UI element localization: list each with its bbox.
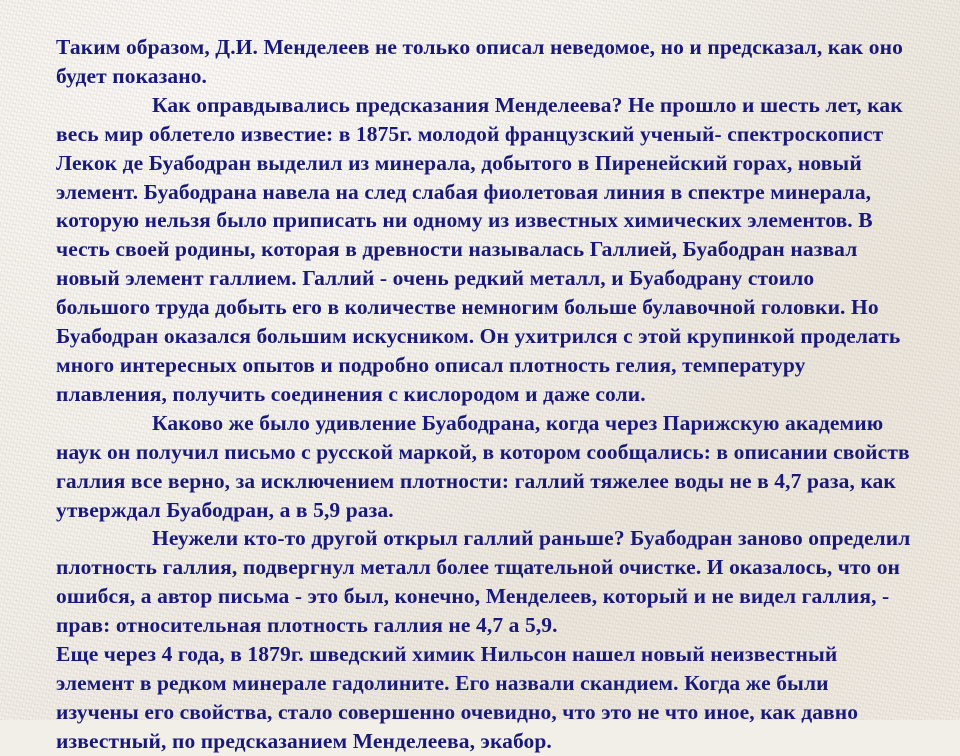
paragraph-4: Неужели кто-то другой открыл галлий раньше? Буабодран заново определил плотность галлия, подвергнул металл более тщательной очистке. И оказалось, что он ошибся, а автор письма - это был, конечно, Менделеев, который и не видел галлия, - прав: относительная плотность галлия не 4,7 а 5,9.: [56, 526, 911, 638]
paragraph-3: Каково же было удивление Буабодрана, когда через Парижскую академию наук он получил письмо с русской маркой, в котором сообщались: в описании свойств галлия все верно, за исключением плотности: галлий тяжелее воды не в 4,7 раза, как утверждал Буабодран, а в 5,9 раза.: [56, 410, 910, 522]
paragraph-2: Как оправдывались предсказания Менделеева? Не прошло и шесть лет, как весь мир облетело известие: в 1875г. молодой французский ученый- спектроскопист Лекок де Буабодран выделил из минерала, добытого в Пиренейский горах, новый элемент. Буабодрана навела на след слабая фиолетовая линия в спектре минерала, которую нельзя было приписать ни одному из известных химических элементов. В честь своей родины, которая в древности называлась Галлией, Буабодран назвал новый элемент галлием. Галлий - очень редкий металл, и Буабодрану стоило большого труда добыть его в количестве немногим больше булавочной головки. Но Буабодран оказался большим искусником. Он ухитрился с этой крупинкой проделать много интересных опытов и подробно описал плотность гелия, температуру плавления, получить соединения с кислородом и даже соли.: [56, 92, 903, 406]
paragraph-5: Еще через 4 года, в 1879г. шведский химик Нильсон нашел новый неизвестный элемент в редком минерале гадолините. Его назвали скандием. Когда же были изучены его свойства, стало совершенно очевидно, что это не что иное, как давно известный, по предсказанием Менделеева, экабор.: [56, 642, 859, 753]
slide-text-block: [56, 33, 912, 756]
paragraph-1: Таким образом, Д.И. Менделеев не только описал неведомое, но и предсказал, как оно будет показано.: [56, 35, 903, 88]
